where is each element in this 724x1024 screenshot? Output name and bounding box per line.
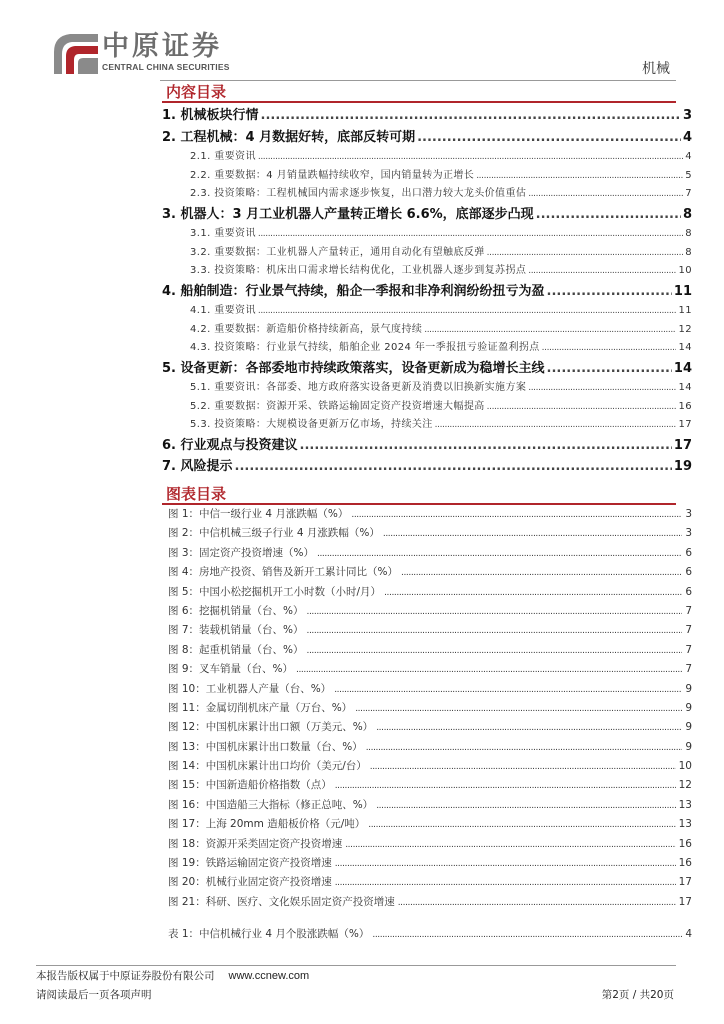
dot-leader	[335, 876, 676, 888]
entry-title[interactable]: 图 12：中国机床累计出口额（万美元、%）	[168, 721, 374, 734]
entry-title[interactable]: 6. 行业观点与投资建议	[162, 437, 298, 453]
toc-title: 内容目录	[166, 83, 227, 101]
entry-page: 9	[685, 721, 692, 734]
entry-title[interactable]: 图 17：上海 20mm 造船板价格（元/吨）	[168, 818, 366, 831]
entry-page: 12	[678, 323, 692, 335]
toc-subsection[interactable]	[162, 320, 692, 339]
toc-subsection[interactable]	[162, 378, 692, 397]
entry-page: 4	[685, 151, 692, 162]
dot-leader	[417, 130, 681, 145]
dot-leader	[376, 799, 675, 811]
figure-entry[interactable]	[168, 836, 692, 855]
entry-page: 8	[685, 228, 692, 239]
footer-divider	[36, 965, 676, 966]
toc-chapter[interactable]	[162, 203, 692, 225]
entry-page: 14	[678, 382, 692, 393]
dot-leader	[258, 228, 683, 239]
figure-entry[interactable]	[168, 642, 692, 661]
page-header	[0, 0, 724, 86]
dot-leader	[307, 644, 683, 656]
figure-entry[interactable]	[168, 564, 692, 583]
entry-page: 9	[685, 740, 692, 753]
entry-page: 9	[685, 682, 692, 695]
entry-title[interactable]: 图 20：机械行业固定资产投资增速	[168, 876, 332, 889]
entry-page: 16	[678, 857, 692, 870]
entry-page: 3	[685, 508, 692, 520]
figure-entry[interactable]	[168, 874, 692, 893]
dot-leader	[398, 896, 676, 908]
entry-title[interactable]: 图 1：中信一级行业 4 月涨跌幅（%）	[168, 508, 349, 520]
entry-page: 16	[678, 837, 692, 850]
dot-leader	[401, 566, 682, 578]
entry-page: 7	[685, 663, 692, 676]
figure-entry[interactable]	[168, 719, 692, 738]
figure-entry[interactable]	[168, 700, 692, 719]
brand-name-cn: 中原证券	[102, 31, 222, 62]
entry-title[interactable]: 4.3. 投资策略：行业景气持续，船舶企业 2024 年一季报扭亏验证盈利拐点	[190, 342, 540, 353]
entry-page: 6	[685, 585, 692, 598]
entry-title[interactable]: 图 19：铁路运输固定资产投资增速	[168, 857, 332, 870]
entry-page: 4	[685, 928, 692, 940]
entry-page: 13	[678, 798, 692, 811]
entry-title[interactable]: 3.3. 投资策略：机床出口需求增长结构优化，工业机器人逐步到复苏拐点	[190, 265, 527, 276]
dot-leader	[383, 527, 682, 539]
entry-page: 6	[685, 566, 692, 579]
entry-page: 3	[682, 108, 692, 123]
page-number: 第2页 / 共20页	[601, 989, 674, 1001]
company-logo-icon	[52, 32, 100, 76]
dot-leader	[487, 247, 684, 258]
toc-subsection[interactable]	[162, 397, 692, 416]
entry-page: 14	[678, 342, 692, 353]
toc-title-rule	[162, 101, 676, 103]
entry-page: 7	[685, 604, 692, 617]
table-entry[interactable]	[168, 926, 692, 945]
toc-subsection[interactable]	[162, 301, 692, 320]
entry-page: 9	[685, 701, 692, 714]
entry-page: 10	[678, 760, 692, 773]
entry-title[interactable]: 5.1. 重要资讯：各部委、地方政府落实设备更新及消费以旧换新实施方案	[190, 382, 527, 393]
dot-leader	[335, 857, 676, 869]
entry-title[interactable]: 5.3. 投资策略：大规模设备更新万亿市场，持续关注	[190, 419, 433, 430]
dot-leader	[372, 928, 682, 940]
entry-title[interactable]: 4.2. 重要数据：新造船价格持续新高，景气度持续	[190, 323, 423, 335]
entry-page: 7	[685, 624, 692, 637]
entry-title[interactable]: 3.2. 重要数据：工业机器人产量转正，通用自动化有望触底反弹	[190, 246, 485, 258]
figure-entry[interactable]	[168, 681, 692, 700]
toc-subsection[interactable]	[162, 224, 692, 243]
dot-leader	[435, 419, 677, 430]
entry-title[interactable]: 3.1. 重要资讯	[190, 228, 256, 239]
dot-leader	[307, 624, 683, 636]
dot-leader	[296, 663, 682, 675]
entry-page: 17	[678, 895, 692, 908]
entry-title[interactable]: 图 21：科研、医疗、文化娱乐固定资产投资增速	[168, 895, 395, 908]
tables-list	[168, 926, 692, 945]
industry-label: 机械	[642, 61, 670, 77]
figure-entry[interactable]	[168, 777, 692, 796]
entry-title[interactable]: 图 18：资源开采类固定资产投资增速	[168, 837, 343, 850]
toc-chapter[interactable]	[162, 357, 692, 379]
entry-page: 11	[678, 305, 692, 316]
dot-leader	[528, 265, 676, 276]
figure-entry[interactable]	[168, 661, 692, 680]
footer-url-link[interactable]: www.ccnew.com	[228, 970, 310, 982]
dot-leader	[542, 342, 677, 353]
entry-page: 6	[685, 546, 692, 559]
dot-leader	[528, 382, 676, 393]
entry-title[interactable]: 图 7：装载机销量（台、%）	[168, 624, 304, 637]
figure-entry[interactable]	[168, 622, 692, 641]
toc-subsection[interactable]	[162, 415, 692, 434]
entry-title[interactable]: 图 4：房地产投资、销售及新开工累计同比（%）	[168, 566, 398, 579]
entry-title[interactable]: 图 6：挖掘机销量（台、%）	[168, 604, 304, 617]
toc-subsection[interactable]	[162, 243, 692, 262]
footer-copyright	[36, 968, 309, 983]
toc-subsection[interactable]	[162, 147, 692, 166]
toc-subsection[interactable]	[162, 166, 692, 185]
entry-page: 17	[678, 419, 692, 430]
entry-page: 10	[678, 265, 692, 276]
figure-entry[interactable]	[168, 603, 692, 622]
figure-entry[interactable]	[168, 816, 692, 835]
entry-page: 14	[673, 360, 692, 376]
entry-title[interactable]: 7. 风险提示	[162, 459, 233, 474]
figure-entry[interactable]	[168, 506, 692, 525]
entry-title[interactable]: 表 1：中信机械行业 4 月个股涨跌幅（%）	[168, 928, 370, 940]
dot-leader	[370, 760, 676, 772]
dot-leader	[487, 401, 677, 412]
entry-title[interactable]: 图 14：中国机床累计出口均价（美元/台）	[168, 760, 367, 773]
figures-list	[168, 506, 692, 913]
dot-leader	[547, 361, 672, 376]
dot-leader	[261, 108, 681, 123]
footer-disclaimer: 请阅读最后一页各项声明	[36, 989, 152, 1001]
dot-leader	[528, 188, 683, 199]
dot-leader	[235, 459, 672, 474]
dot-leader	[355, 702, 682, 714]
dot-leader	[536, 207, 681, 222]
entry-title[interactable]: 2.1. 重要资讯	[190, 151, 256, 162]
header-divider	[160, 80, 676, 81]
toc-chapter[interactable]	[162, 434, 692, 456]
entry-title[interactable]: 4. 船舶制造：行业景气持续，船企一季报和非净利润纷纷扭亏为盈	[162, 283, 545, 299]
brand-name-en: CENTRAL CHINA SECURITIES	[102, 62, 230, 72]
figures-title: 图表目录	[166, 485, 227, 503]
figure-entry[interactable]	[168, 525, 692, 544]
entry-title[interactable]: 4.1. 重要资讯	[190, 305, 256, 316]
entry-title[interactable]: 图 3：固定资产投资增速（%）	[168, 546, 314, 559]
entry-page: 17	[673, 437, 692, 453]
figure-entry[interactable]	[168, 797, 692, 816]
dot-leader	[258, 305, 677, 316]
dot-leader	[547, 284, 672, 299]
figure-entry[interactable]	[168, 545, 692, 564]
figure-entry[interactable]	[168, 584, 692, 603]
dot-leader	[476, 170, 683, 181]
entry-title[interactable]: 图 2：中信机械三级子行业 4 月涨跌幅（%）	[168, 527, 380, 540]
entry-page: 8	[682, 206, 692, 222]
toc-chapter[interactable]	[162, 280, 692, 302]
entry-title[interactable]: 图 8：起重机销量（台、%）	[168, 643, 304, 656]
entry-title[interactable]: 1. 机械板块行情	[162, 108, 259, 123]
entry-page: 7	[685, 643, 692, 656]
entry-title[interactable]: 图 9：叉车销量（台、%）	[168, 663, 293, 676]
toc-chapter[interactable]	[162, 104, 692, 126]
entry-title[interactable]: 2. 工程机械：4 月数据好转，底部反转可期	[162, 129, 416, 145]
entry-page: 17	[678, 876, 692, 889]
toc-subsection[interactable]	[162, 261, 692, 280]
entry-title[interactable]: 3. 机器人：3 月工业机器人产量转正增长 6.6%，底部逐步凸现	[162, 206, 534, 222]
dot-leader	[345, 838, 675, 850]
entry-page: 5	[685, 169, 692, 181]
entry-page: 13	[678, 818, 692, 831]
figure-entry[interactable]	[168, 894, 692, 913]
entry-title[interactable]: 5.2. 重要数据：资源开采、铁路运输固定资产投资增速大幅提高	[190, 400, 485, 412]
entry-title[interactable]: 5. 设备更新：各部委地市持续政策落实，设备更新成为稳增长主线	[162, 360, 545, 376]
toc-chapter[interactable]	[162, 455, 692, 477]
dot-leader	[334, 683, 682, 695]
toc-subsection[interactable]	[162, 184, 692, 203]
dot-leader	[366, 741, 683, 753]
dot-leader	[384, 586, 682, 598]
dot-leader	[335, 779, 676, 791]
entry-page: 3	[685, 527, 692, 540]
entry-page: 11	[673, 283, 692, 299]
dot-leader	[351, 508, 682, 520]
dot-leader	[307, 605, 683, 617]
entry-page: 19	[673, 459, 692, 474]
dot-leader	[424, 324, 676, 335]
entry-title[interactable]: 图 11：金属切削机床产量（万台、%）	[168, 701, 353, 714]
dot-leader	[376, 721, 682, 733]
entry-title[interactable]: 图 10：工业机器人产量（台、%）	[168, 682, 332, 695]
dot-leader	[317, 547, 682, 559]
dot-leader	[368, 818, 675, 830]
entry-title[interactable]: 图 13：中国机床累计出口数量（台、%）	[168, 740, 363, 753]
table-of-contents	[162, 104, 692, 477]
entry-title[interactable]: 2.2. 重要数据：4 月销量跌幅持续收窄，国内销量转为正增长	[190, 169, 475, 181]
figure-entry[interactable]	[168, 855, 692, 874]
entry-page: 16	[678, 400, 692, 412]
entry-page: 7	[685, 188, 692, 199]
entry-title[interactable]: 2.3. 投资策略：工程机械国内需求逐步恢复，出口潜力较大龙头价值重估	[190, 188, 527, 199]
figure-entry[interactable]	[168, 758, 692, 777]
entry-title[interactable]: 图 5：中国小松挖掘机开工小时数（小时/月）	[168, 585, 382, 598]
dot-leader	[300, 438, 672, 453]
toc-chapter[interactable]	[162, 126, 692, 148]
figure-entry[interactable]	[168, 739, 692, 758]
entry-page: 8	[685, 246, 692, 258]
copyright-text: 本报告版权属于中原证券股份有限公司	[36, 970, 215, 982]
entry-title[interactable]: 图 16：中国造船三大指标（修正总吨、%）	[168, 798, 374, 811]
dot-leader	[258, 151, 683, 162]
entry-title[interactable]: 图 15：中国新造船价格指数（点）	[168, 779, 332, 792]
entry-page: 12	[678, 779, 692, 792]
figures-title-rule	[162, 503, 676, 505]
entry-page: 4	[682, 129, 692, 145]
toc-subsection[interactable]	[162, 338, 692, 357]
